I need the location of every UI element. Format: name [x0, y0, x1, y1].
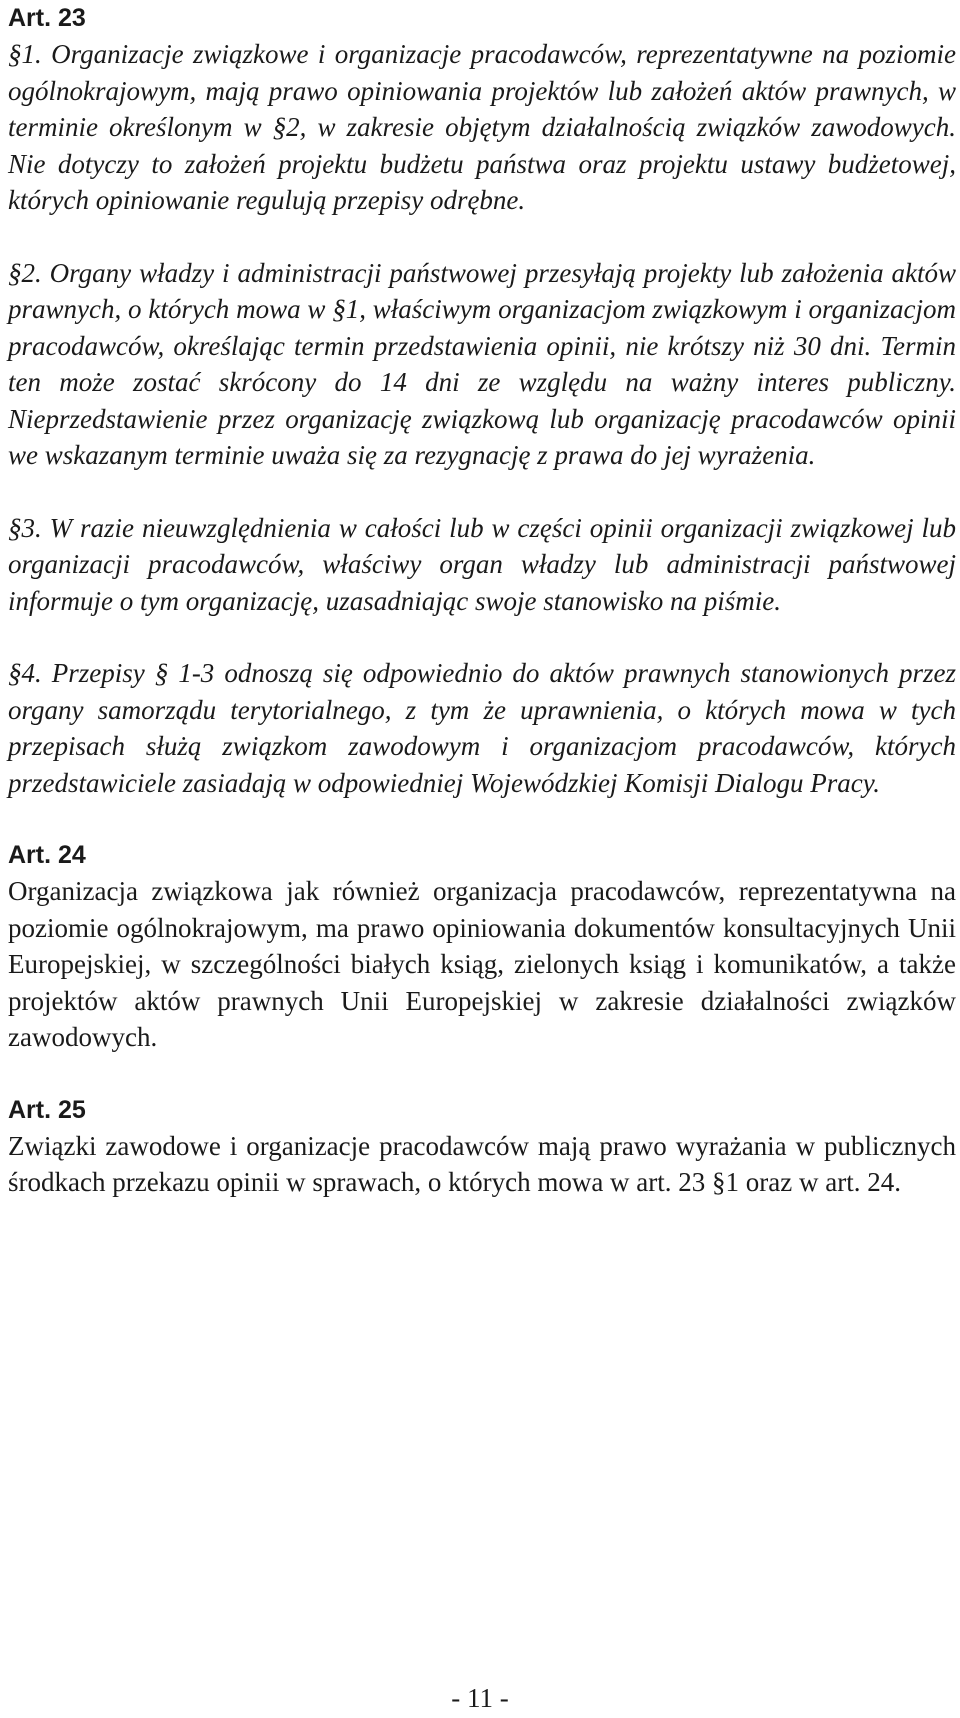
article-spacer: [8, 1056, 956, 1092]
paragraph-spacer: [8, 619, 956, 655]
article-25-paragraph-1: Związki zawodowe i organizacje pracodawców mają prawo wyrażania w publicznych środkach przekazu opinii w sprawach, o których mowa w art. 23 §1 oraz w art. 24.: [8, 1130, 956, 1197]
article-24-paragraph-1: Organizacja związkowa jak również organizacja pracodawców, reprezentatywna na poziomie ogólnokrajowym, ma prawo opiniowania dokumentów konsultacyjnych Unii Europejskiej, w szczególności białych ksiąg, zielonych ksiąg i komunikatów, a także projektów aktów prawnych Unii Europejskiej w zakresie działalności związków zawodowych.: [8, 876, 956, 1052]
article-23-paragraph-4: §4. Przepisy § 1-3 odnoszą się odpowiednio do aktów prawnych stanowionych przez organy samorządu terytorialnego, z tym że uprawnienia, o których mowa w tych przepisach służą związkom zawodowym i organizacjom pracodawców, których przedstawiciele zasiadają w odpowiedniej Wojewódzkiej Komisji Dialogu Pracy.: [8, 658, 956, 798]
article-23-heading: Art. 23: [8, 4, 86, 32]
article-spacer: [8, 801, 956, 837]
document-page: [8, 0, 956, 1201]
paragraph-spacer: [8, 474, 956, 510]
article-23-paragraph-3: §3. W razie nieuwzględnienia w całości lub w części opinii organizacji związkowej lub organizacji pracodawców, właściwy organ władzy lub administracji państwowej informuje o tym organizację, uzasadniając swoje stanowisko na piśmie.: [8, 512, 956, 616]
paragraph-spacer: [8, 219, 956, 255]
article-23-paragraph-2: §2. Organy władzy i administracji państwowej przesyłają projekty lub założenia aktów prawnych, o których mowa w §1, właściwym organizacjom związkowym i organizacjom pracodawców, określając termin przedstawienia opinii, nie krótszy niż 30 dni. Termin ten może zostać skrócony do 14 dni ze względu na ważny interes publiczny. Nieprzedstawienie przez organizację związkową lub organizację pracodawców opinii we wskazanym terminie uważa się za rezygnację z prawa do jej wyrażenia.: [8, 257, 956, 470]
article-23-paragraph-1: §1. Organizacje związkowe i organizacje pracodawców, reprezentatywne na poziomie ogólnokrajowym, mają prawo opiniowania projektów lub założeń aktów prawnych, w terminie określonym w §2, w zakresie objętym działalnością związków zawodowych. Nie dotyczy to założeń projektu budżetu państwa oraz projektu ustawy budżetowej, których opiniowanie regulują przepisy odrębne.: [8, 39, 956, 215]
page-number: - 11 -: [451, 1683, 509, 1713]
article-24-heading: Art. 24: [8, 841, 86, 869]
article-25-heading: Art. 25: [8, 1095, 86, 1124]
